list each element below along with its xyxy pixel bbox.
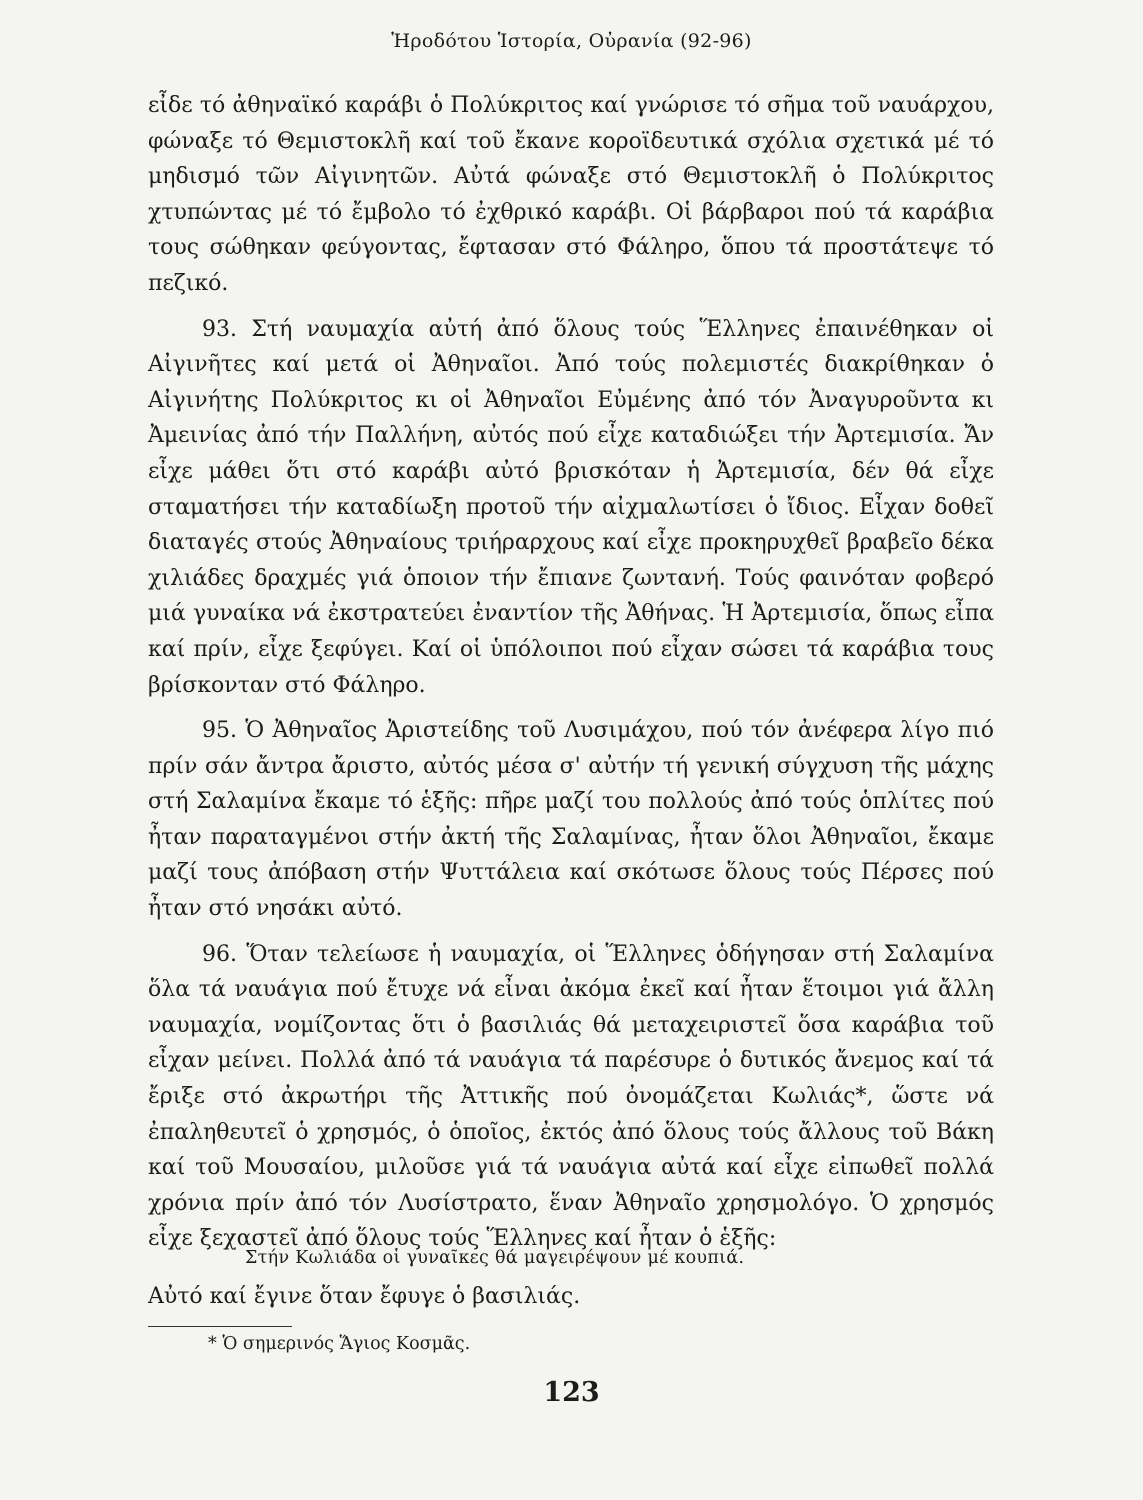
running-header: Ἡροδότου Ἱστορία, Οὐρανία (92-96) <box>391 30 752 52</box>
footnote-divider <box>148 1326 292 1327</box>
body-text <box>148 88 994 1267</box>
page-number: 123 <box>543 1377 600 1408</box>
oracle-verse: Στήν Κωλιάδα οἱ γυναῖκες θά μαγειρέψουν μέ κουπιά. <box>245 1248 745 1268</box>
paragraph-continuation: εἶδε τό ἀθηναϊκό καράβι ὁ Πολύκριτος καί γνώρισε τό σῆμα τοῦ ναυάρχου, φώναξε τό Θεμιστοκλῆ καί τοῦ ἔκανε κοροϊδευτικά σχόλια σχετικά μέ τό μηδισμό τῶν Αἰγινητῶν. Αὐτά φώναξε στό Θεμιστοκλῆ ὁ Πολύκριτος χτυπώντας μέ τό ἔμβολο τό ἐχθρικό καράβι. Οἱ βάρβαροι πού τά καράβια τους σώθηκαν φεύγοντας, ἔφτασαν στό Φάληρο, ὅπου τά προστάτεψε τό πεζικό. <box>148 93 994 296</box>
paragraph-95: 95. Ὁ Ἀθηναῖος Ἀριστείδης τοῦ Λυσιμάχου, πού τόν ἀνέφερα λίγο πιό πρίν σάν ἄντρα ἄριστο, αὐτός μέσα σ' αὐτήν τή γενική σύγχυση τῆς μάχης στή Σαλαμίνα ἔκαμε τό ἑξῆς: πῆρε μαζί του πολλούς ἀπό τούς ὁπλίτες πού ἦταν παραταγμένοι στήν ἀκτή τῆς Σαλαμίνας, ἦταν ὅλοι Ἀθηναῖοι, ἔκαμε μαζί τους ἀπόβαση στήν Ψυττάλεια καί σκότωσε ὅλους τούς Πέρσες πού ἦταν στό νησάκι αὐτό. <box>148 718 994 922</box>
paragraph-96: 96. Ὅταν τελείωσε ἡ ναυμαχία, οἱ Ἕλληνες ὁδήγησαν στή Σαλαμίνα ὅλα τά ναυάγια πού ἔτυχε νά εἶναι ἀκόμα ἐκεῖ καί ἦταν ἕτοιμοι γιά ἄλλη ναυμαχία, νομίζοντας ὅτι ὁ βασιλιάς θά μεταχειριστεῖ ὅσα καράβια τοῦ εἶχαν μείνει. Πολλά ἀπό τά ναυάγια τά παρέσυρε ὁ δυτικός ἄνεμος καί τά ἔριξε στό ἀκρωτήρι τῆς Ἀττικῆς πού ὀνομάζεται Κωλιάς*, ὥστε νά ἐπαληθευτεῖ ὁ χρησμός, ὁ ὁποῖος, ἐκτός ἀπό ὅλους τούς ἄλλους τοῦ Βάκη καί τοῦ Μουσαίου, μιλοῦσε γιά τά ναυάγια αὐτά καί εἶχε εἰπωθεῖ πολλά χρόνια πρίν ἀπό τόν Λυσίστρατο, ἕναν Ἀθηναῖο χρησμολόγο. Ὁ χρησμός εἶχε ξεχαστεῖ ἀπό ὅλους τούς Ἕλληνες καί ἦταν ὁ ἑξῆς: <box>148 941 994 1252</box>
footnote: * Ὁ σημερινός Ἅγιος Κοσμᾶς. <box>208 1334 471 1354</box>
closing-sentence: Αὐτό καί ἔγινε ὅταν ἔφυγε ὁ βασιλιάς. <box>148 1284 581 1309</box>
paragraph-93: 93. Στή ναυμαχία αὐτή ἀπό ὅλους τούς Ἕλληνες ἐπαινέθηκαν οἱ Αἰγινῆτες καί μετά οἱ Ἀθηναῖοι. Ἀπό τούς πολεμιστές διακρίθηκαν ὁ Αἰγινήτης Πολύκριτος κι οἱ Ἀθηναῖοι Εὐμένης ἀπό τόν Ἀναγυροῦντα κι Ἀμεινίας ἀπό τήν Παλλήνη, αὐτός πού εἶχε καταδιώξει τήν Ἀρτεμισία. Ἄν εἶχε μάθει ὅτι στό καράβι αὐτό βρισκόταν ἡ Ἀρτεμισία, δέν θά εἶχε σταματήσει τήν καταδίωξη προτοῦ τήν αἰχμαλωτίσει ὁ ἴδιος. Εἶχαν δοθεῖ διαταγές στούς Ἀθηναίους τριήραρχους καί εἶχε προκηρυχθεῖ βραβεῖο δέκα χιλιάδες δραχμές γιά ὁποιον τήν ἔπιανε ζωντανή. Τούς φαινόταν φοβερό μιά γυναίκα νά ἐκστρατεύει ἐναντίον τῆς Ἀθήνας. Ἡ Ἀρτεμισία, ὅπως εἶπα καί πρίν, εἶχε ξεφύγει. Καί οἱ ὑπόλοιποι πού εἶχαν σώσει τά καράβια τους βρίσκονταν στό Φάληρο. <box>148 316 994 698</box>
